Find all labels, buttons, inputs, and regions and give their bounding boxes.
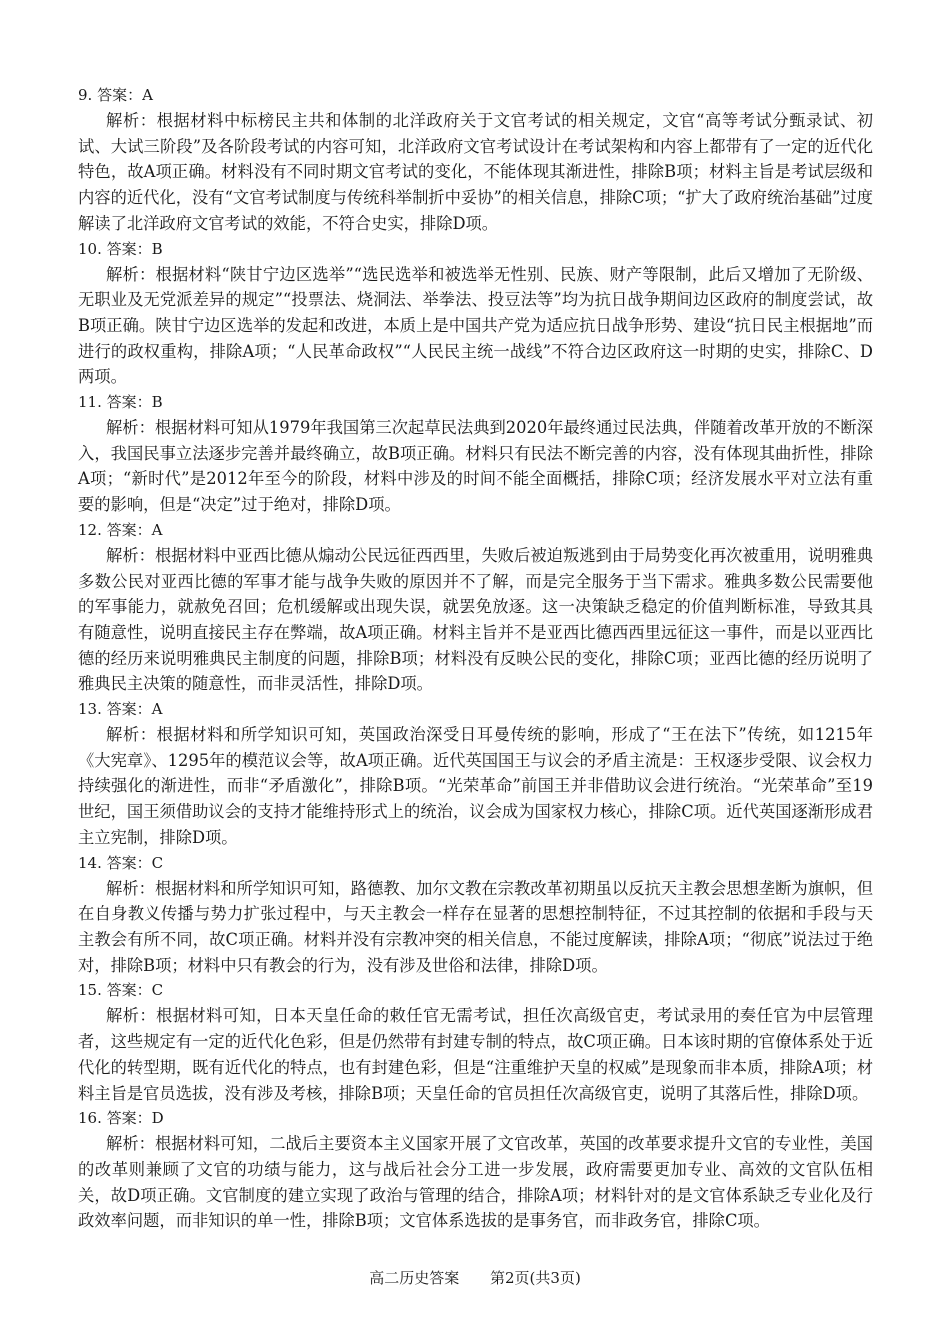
answer-item-12 xyxy=(78,518,873,697)
answer-item-16 xyxy=(78,1106,873,1234)
explanation-text: 解析：根据材料和所学知识可知，英国政治深受日耳曼传统的影响，形成了“王在法下”传统，如1215年《大宪章》、1295年的模范议会等，故A项正确。近代英国国王与议会的矛盾主流是：王权逐步受限、议会权力持续强化的渐进性，而非“矛盾激化”，排除B项。“光荣革命”前国王并非借助议会进行统治。“光荣革命”至19世纪，国王须借助议会的支持才能维持形式上的统治，议会成为国家权力核心，排除C项。近代英国逐渐形成君主立宪制，排除D项。 xyxy=(78,725,873,847)
answer-label: 12. 答案：A xyxy=(78,520,163,539)
explanation-text: 解析：根据材料可知，日本天皇任命的敕任官无需考试，担任次高级官吏，考试录用的奏任官为中层管理者，这些规定有一定的近代化色彩，但是仍然带有封建专制的特点，故C项正确。日本该时期的官僚体系处于近代化的转型期，既有近代化的特点，也有封建色彩，但是“注重维护天皇的权威”是现象而非本质，排除A项；材料主旨是官员选拔，没有涉及考核，排除B项；天皇任命的官员担任次高级官吏，说明了其落后性，排除D项。 xyxy=(78,1006,873,1103)
answer-item-9 xyxy=(78,83,873,237)
explanation-text: 解析：根据材料“陕甘宁边区选举”“选民选举和被选举无性别、民族、财产等限制，此后又增加了无阶级、无职业及无党派差异的规定”“投票法、烧洞法、举拳法、投豆法等”均为抗日战争期间边区政府的制度尝试，故B项正确。陕甘宁边区选举的发起和改进，本质上是中国共产党为适应抗日战争形势、建设“抗日民主根据地”而进行的政权重构，排除A项；“人民革命政权”“人民民主统一战线”不符合边区政府这一时期的史实，排除C、D两项。 xyxy=(78,264,873,387)
answer-label: 11. 答案：B xyxy=(78,393,163,412)
footer-subject: 高二历史答案 xyxy=(369,1269,460,1287)
answer-label: 13. 答案：A xyxy=(78,700,163,719)
footer-page-number: 第2页(共3页) xyxy=(490,1269,581,1287)
explanation-text: 解析：根据材料可知，二战后主要资本主义国家开展了文官改革，英国的改革要求提升文官的专业性，美国的改革则兼顾了文官的功绩与能力，这与战后社会分工进一步发展，政府需要更加专业、高效的文官队伍相关，故D项正确。文官制度的建立实现了政治与管理的结合，排除A项；材料针对的是文官体系缺乏专业化及行政效率问题，而非知识的单一性，排除B项；文官体系选拔的是事务官，而非政务官，排除C项。 xyxy=(78,1134,873,1231)
answer-label: 14. 答案：C xyxy=(78,853,164,872)
answer-item-10 xyxy=(78,237,873,391)
explanation-text: 解析：根据材料中亚西比德从煽动公民远征西西里，失败后被迫叛逃到由于局势变化再次被重用，说明雅典多数公民对亚西比德的军事才能与战争失败的原因并不了解，而是完全服务于当下需求。雅典多数公民需要他的军事能力，就赦免召回；危机缓解或出现失误，就罢免放逐。这一决策缺乏稳定的价值判断标准，导致其具有随意性，说明直接民主存在弊端，故A项正确。材料主旨并不是亚西比德西西里远征这一事件，而是以亚西比德的经历来说明雅典民主制度的问题，排除B项；材料没有反映公民的变化，排除C项；亚西比德的经历说明了雅典民主决策的随意性，而非灵活性，排除D项。 xyxy=(78,545,873,694)
answer-list xyxy=(78,83,873,1234)
explanation-text: 解析：根据材料和所学知识可知，路德教、加尔文教在宗教改革初期虽以反抗天主教会思想垄断为旗帜，但在自身教义传播与势力扩张过程中，与天主教会一样存在显著的思想控制特征，不过其控制的依据和手段与天主教会有所不同，故C项正确。材料并没有宗教冲突的相关信息，不能过度解读，排除A项；“彻底”说法过于绝对，排除B项；材料中只有教会的行为，没有涉及世俗和法律，排除D项。 xyxy=(78,878,873,975)
answer-label: 10. 答案：B xyxy=(78,239,163,258)
answer-item-15 xyxy=(78,978,873,1106)
answer-label: 16. 答案：D xyxy=(78,1109,164,1128)
answer-label: 15. 答案：C xyxy=(78,981,164,1000)
explanation-text: 解析：根据材料可知从1979年我国第三次起草民法典到2020年最终通过民法典，伴随着改革开放的不断深入，我国民事立法逐步完善并最终确立，故B项正确。材料只有民法不断完善的内容，没有体现其曲折性，排除A项；“新时代”是2012年至今的阶段，材料中涉及的时间不能全面概括，排除C项；经济发展水平对立法有重要的影响，但是“决定”过于绝对，排除D项。 xyxy=(78,418,873,515)
explanation-text: 解析：根据材料中标榜民主共和体制的北洋政府关于文官考试的相关规定，文官“高等考试分甄录试、初试、大试三阶段”及各阶段考试的内容可知，北洋政府文官考试设计在考试架构和内容上都带有了一定的近代化特色，故A项正确。材料没有不同时期文官考试的变化，不能体现其渐进性，排除B项；材料主旨是考试层级和内容的近代化，没有“文官考试制度与传统科举制折中妥协”的相关信息，排除C项；“扩大了政府统治基础”过度解读了北洋政府文官考试的效能，不符合史实，排除D项。 xyxy=(78,111,873,233)
answer-item-11 xyxy=(78,390,873,518)
answer-item-14 xyxy=(78,851,873,979)
answer-label: 9. 答案：A xyxy=(78,86,153,104)
answer-item-13 xyxy=(78,697,873,851)
page-footer xyxy=(0,1268,950,1288)
